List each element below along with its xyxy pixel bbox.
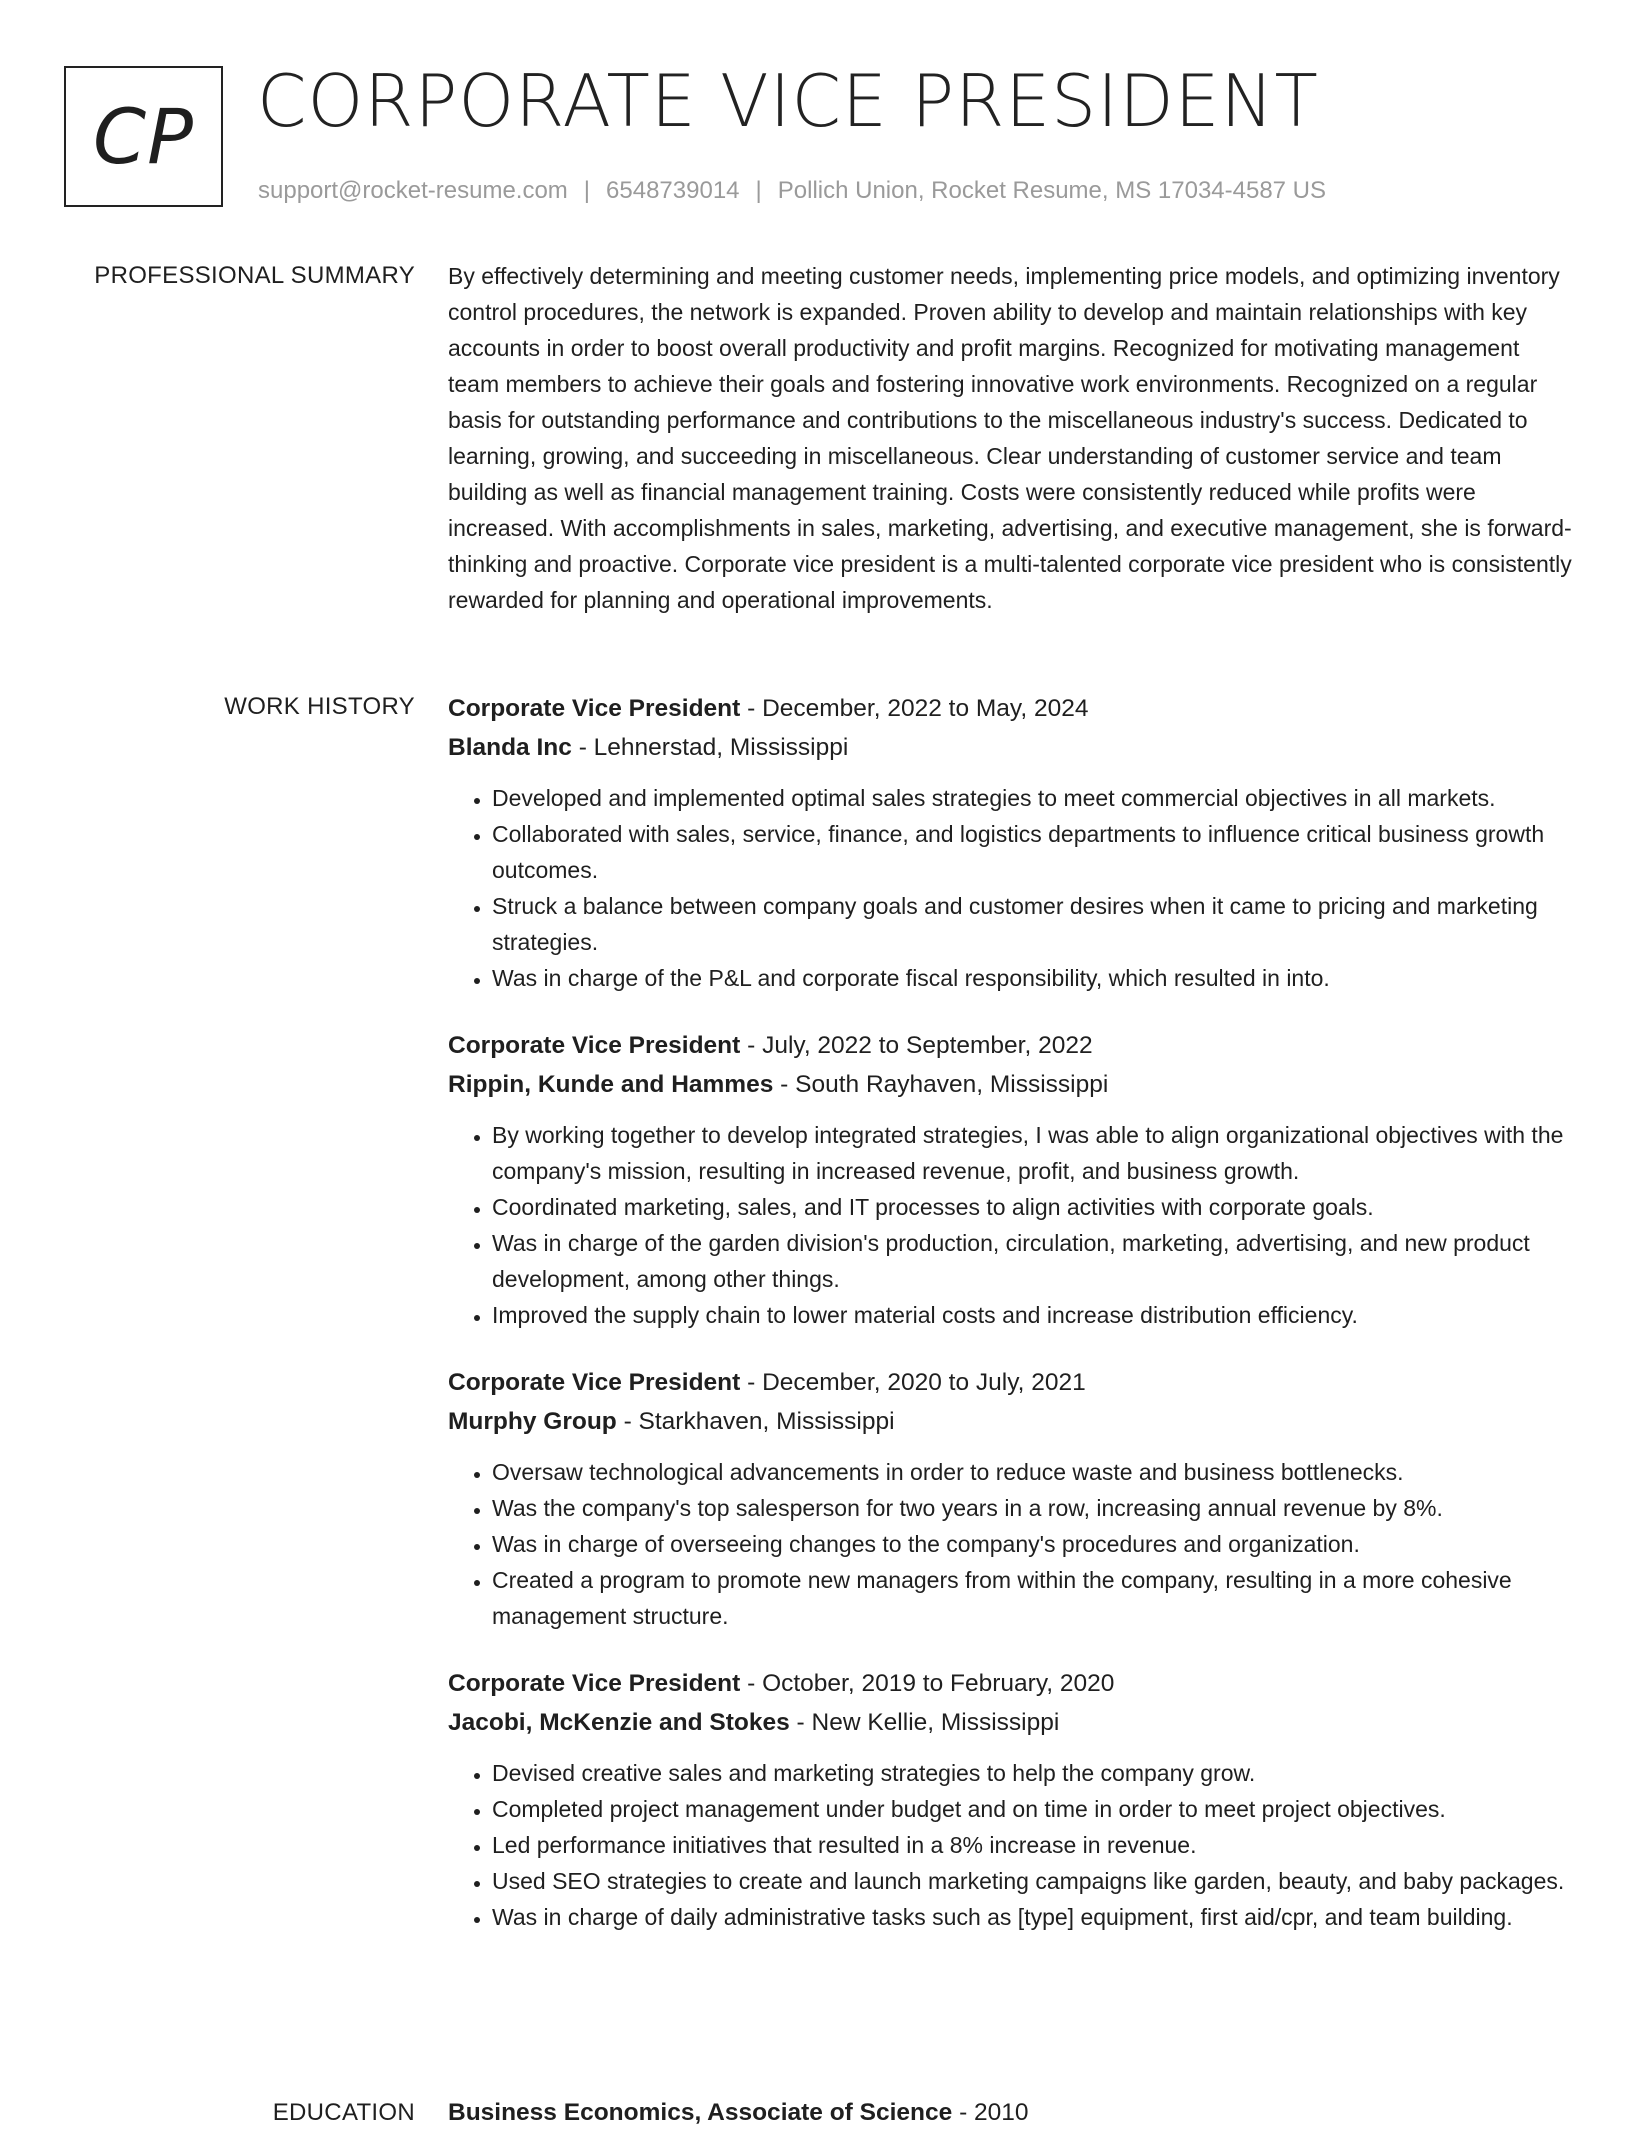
job-company: Blanda Inc [448,734,572,761]
job-location: - Starkhaven, Mississippi [616,1408,895,1435]
job-title: Corporate Vice President [448,1032,741,1059]
job-company: Murphy Group [448,1408,617,1435]
job-company: Jacobi, McKenzie and Stokes [448,1709,790,1736]
job-bullet: • Coordinated marketing, sales, and IT processes to align activities with corporate goals. [492,1189,1572,1225]
job-bullet: • Completed project management under budget and on time in order to meet project objectives. [492,1791,1572,1827]
job-bullets [448,1117,1572,1333]
job-title-line [448,1026,1572,1065]
job-company-line [448,1402,1572,1441]
job-bullet: • Struck a balance between company goals and customer desires when it came to pricing and marketing strategies. [492,888,1572,960]
education-body [448,2095,1572,2131]
section-label-summary: PROFESSIONAL SUMMARY [94,262,415,289]
job-entry [448,1026,1572,1333]
job-bullet: • Was in charge of the P&L and corporate fiscal responsibility, which resulted in into. [492,960,1572,996]
education-year: - 2010 [952,2099,1029,2126]
job-entry [448,1664,1572,1935]
job-entry [448,689,1572,996]
monogram-logo: CP [64,66,223,207]
job-bullet: • Used SEO strategies to create and launch marketing campaigns like garden, beauty, and baby packages. [492,1863,1572,1899]
job-location: - New Kellie, Mississippi [789,1709,1060,1736]
job-company: Rippin, Kunde and Hammes [448,1071,774,1098]
job-bullet: • Was in charge of overseeing changes to the company's procedures and organization. [492,1526,1572,1562]
job-dates: - October, 2019 to February, 2020 [740,1670,1115,1697]
job-title-line [448,1363,1572,1402]
job-bullet: • Was the company's top salesperson for two years in a row, increasing annual revenue by 8%. [492,1490,1572,1526]
job-bullet: • Led performance initiatives that resulted in a 8% increase in revenue. [492,1827,1572,1863]
job-location: - Lehnerstad, Mississippi [571,734,849,761]
job-bullet: • Improved the supply chain to lower material costs and increase distribution efficiency. [492,1297,1572,1333]
work-history-body [448,689,1572,1965]
job-company-line [448,1703,1572,1742]
job-bullet: • Created a program to promote new managers from within the company, resulting in a more cohesive management structure. [492,1562,1572,1634]
summary-text: By effectively determining and meeting customer needs, implementing price models, and optimizing inventory control procedures, the network is expanded. Proven ability to develop and maintain relationships with key accounts in order to boost overall productivity and profit margins. Recognized for motivating management team members to achieve their goals and fostering innovative work environments. Recognized on a regular basis for outstanding performance and contributions to the miscellaneous industry's success. Dedicated to learning, growing, and succeeding in miscellaneous. Clear understanding of customer service and team building as well as financial management training. Costs were consistently reduced while profits were increased. With accomplishments in sales, marketing, advertising, and executive management, she is forward-thinking and proactive. Corporate vice president is a multi-talented corporate vice president who is consistently rewarded for planning and operational improvements. [448,263,1572,613]
job-title: Corporate Vice President [448,1369,741,1396]
contact-address: Pollich Union, Rocket Resume, MS 17034-4587 US [777,177,1327,204]
contact-line [258,175,1326,207]
job-bullet: • By working together to develop integrated strategies, I was able to align organizational objectives with the company's mission, resulting in increased revenue, profit, and business growth. [492,1117,1572,1189]
job-bullet: • Collaborated with sales, service, finance, and logistics departments to influence critical business growth outcomes. [492,816,1572,888]
job-title-line [448,1664,1572,1703]
job-bullets [448,780,1572,996]
job-entry [448,1363,1572,1634]
job-bullet: • Oversaw technological advancements in order to reduce waste and business bottlenecks. [492,1454,1572,1490]
page-title: CORPORATE VICE PRESIDENT [257,59,1319,143]
education-line [448,2095,1572,2131]
job-bullets [448,1755,1572,1935]
job-location: - South Rayhaven, Mississippi [773,1071,1109,1098]
job-bullet: • Was in charge of the garden division's production, circulation, marketing, advertising, and new product development, among other things. [492,1225,1572,1297]
job-title: Corporate Vice President [448,1670,741,1697]
job-bullet: • Developed and implemented optimal sales strategies to meet commercial objectives in all markets. [492,780,1572,816]
section-label-education: EDUCATION [272,2099,415,2126]
contact-separator: | [583,177,591,204]
job-dates: - December, 2020 to July, 2021 [740,1369,1086,1396]
contact-separator: | [755,177,762,204]
job-bullet: • Was in charge of daily administrative tasks such as [type] equipment, first aid/cpr, and team building. [492,1899,1572,1935]
education-degree: Business Economics, Associate of Science [448,2099,953,2126]
contact-email: support@rocket-resume.com [258,177,568,204]
job-company-line [448,728,1572,767]
job-dates: - July, 2022 to September, 2022 [740,1032,1093,1059]
summary-body [448,258,1572,618]
job-title: Corporate Vice President [448,695,741,722]
section-label-work-history: WORK HISTORY [224,693,415,720]
contact-phone: 6548739014 [606,177,740,204]
job-bullet: • Devised creative sales and marketing strategies to help the company grow. [492,1755,1572,1791]
job-company-line [448,1065,1572,1104]
job-dates: - December, 2022 to May, 2024 [740,695,1089,722]
job-title-line [448,689,1572,728]
job-bullets [448,1454,1572,1634]
